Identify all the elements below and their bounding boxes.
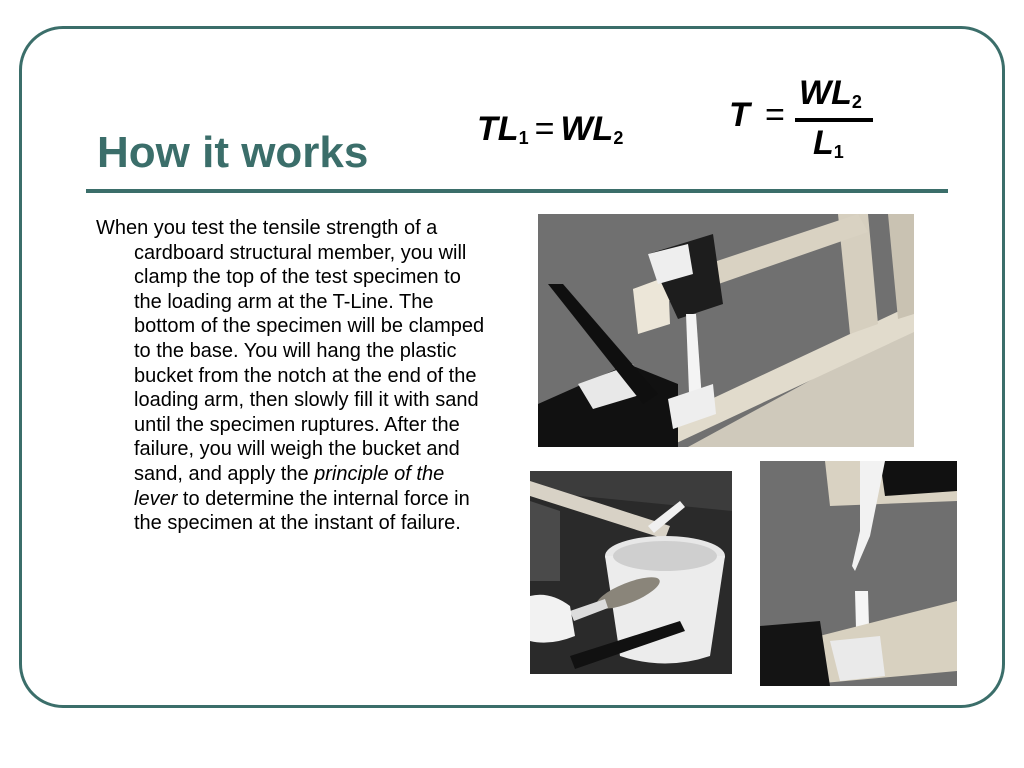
eq-equals: = [534, 110, 555, 148]
eq-symbol-w: W [560, 110, 593, 148]
eq-subscript: 2 [851, 92, 862, 112]
eq-denominator-symbol: L [813, 124, 834, 162]
body-text-emphasis: principle of the lever [134, 462, 445, 510]
eq-numerator [799, 74, 862, 113]
body-text-part: When you test the tensile strength of a cardboard structural member, you will clamp the top of the test specimen to the loading arm at the T-Line. The bottom of the specimen will be clamped to the base. You will hang the plastic bucket from the notch at the end of the loading arm, then slowly fill it with sand until the specimen ruptures. After the failure, you will weigh the bucket and sand, and apply the [96, 217, 485, 485]
photo-bucket-sand [530, 471, 732, 674]
eq-numerator-symbol: WL [799, 74, 852, 112]
equation-tension-solution [703, 62, 903, 174]
eq-subscript: 2 [613, 128, 624, 148]
eq-equals: = [765, 96, 785, 134]
photo-ruptured-specimen [760, 461, 957, 686]
eq-symbol-l: L [592, 110, 614, 148]
equation-lever-balance [455, 88, 670, 170]
eq-fraction-bar [795, 118, 873, 122]
eq-symbol-t: T [477, 110, 498, 148]
photo-test-frame [538, 214, 914, 447]
slide-title: How it works [97, 128, 369, 177]
body-text-part: to determine the internal force in the specimen at the instant of failure. [134, 487, 470, 535]
title-divider [86, 189, 948, 193]
eq-symbol-l: L [497, 110, 519, 148]
eq-subscript: 1 [833, 142, 844, 162]
eq-subscript: 1 [518, 128, 529, 148]
body-paragraph-text [96, 216, 488, 536]
eq-denominator [813, 124, 844, 163]
equation-line [477, 110, 623, 149]
body-paragraph [96, 216, 488, 536]
eq-symbol-t: T [729, 96, 750, 134]
